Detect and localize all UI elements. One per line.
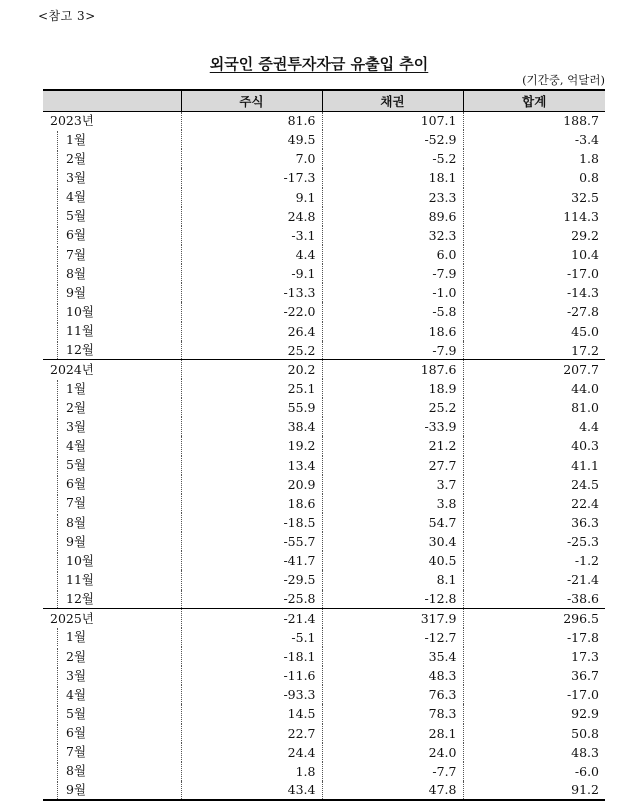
total-cell: 17.2 bbox=[463, 341, 605, 360]
stocks-cell: 19.2 bbox=[181, 436, 322, 455]
month-row bbox=[43, 379, 605, 398]
bonds-cell: 48.3 bbox=[322, 666, 463, 685]
month-label: 9월 bbox=[57, 533, 86, 551]
row-label bbox=[43, 475, 181, 494]
month-label: 11월 bbox=[57, 571, 94, 589]
row-label bbox=[43, 743, 181, 762]
month-row bbox=[43, 436, 605, 455]
month-row bbox=[43, 130, 605, 149]
stocks-cell: 49.5 bbox=[181, 130, 322, 149]
total-cell: -27.8 bbox=[463, 302, 605, 321]
total-cell: -38.6 bbox=[463, 590, 605, 609]
row-label bbox=[43, 188, 181, 207]
total-cell: 45.0 bbox=[463, 322, 605, 341]
row-label bbox=[43, 590, 181, 609]
bonds-cell: 89.6 bbox=[322, 207, 463, 226]
total-cell: -17.0 bbox=[463, 264, 605, 283]
stocks-cell: -55.7 bbox=[181, 532, 322, 551]
bonds-cell: 54.7 bbox=[322, 513, 463, 532]
row-label bbox=[43, 781, 181, 800]
stocks-cell: 38.4 bbox=[181, 417, 322, 436]
month-label: 6월 bbox=[57, 226, 86, 244]
row-label bbox=[43, 570, 181, 589]
page-title-text: 외국인 증권투자자금 유출입 추이 bbox=[209, 55, 429, 73]
row-label bbox=[43, 436, 181, 455]
stocks-cell: 4.4 bbox=[181, 245, 322, 264]
year-row bbox=[43, 111, 605, 130]
year-row bbox=[43, 360, 605, 379]
row-label: 2023년 bbox=[43, 111, 181, 130]
row-label bbox=[43, 226, 181, 245]
bonds-cell: 40.5 bbox=[322, 551, 463, 570]
bonds-cell: 21.2 bbox=[322, 436, 463, 455]
row-label bbox=[43, 628, 181, 647]
stocks-cell: 81.6 bbox=[181, 111, 322, 130]
bonds-cell: 30.4 bbox=[322, 532, 463, 551]
month-row bbox=[43, 302, 605, 321]
header-bonds: 채권 bbox=[322, 90, 463, 111]
row-label: 2025년 bbox=[43, 609, 181, 628]
month-row bbox=[43, 398, 605, 417]
month-row bbox=[43, 628, 605, 647]
total-cell: 36.3 bbox=[463, 513, 605, 532]
month-label: 9월 bbox=[57, 781, 86, 799]
stocks-cell: -9.1 bbox=[181, 264, 322, 283]
bonds-cell: -7.9 bbox=[322, 264, 463, 283]
month-label: 3월 bbox=[57, 667, 86, 685]
page-title bbox=[0, 53, 638, 74]
total-cell: 4.4 bbox=[463, 417, 605, 436]
month-label: 10월 bbox=[57, 303, 94, 321]
month-label: 8월 bbox=[57, 514, 86, 532]
total-cell: 207.7 bbox=[463, 360, 605, 379]
flow-table bbox=[43, 89, 605, 801]
month-row bbox=[43, 264, 605, 283]
unit-note: (기간중, 억달러) bbox=[522, 73, 605, 87]
stocks-cell: -5.1 bbox=[181, 628, 322, 647]
month-label: 1월 bbox=[57, 380, 86, 398]
month-label: 5월 bbox=[57, 456, 86, 474]
row-label bbox=[43, 456, 181, 475]
total-cell: 10.4 bbox=[463, 245, 605, 264]
month-row bbox=[43, 494, 605, 513]
stocks-cell: -17.3 bbox=[181, 168, 322, 187]
bonds-cell: 27.7 bbox=[322, 456, 463, 475]
row-label bbox=[43, 130, 181, 149]
table-header-row bbox=[43, 90, 605, 111]
bonds-cell: 8.1 bbox=[322, 570, 463, 589]
month-row bbox=[43, 456, 605, 475]
bonds-cell: -52.9 bbox=[322, 130, 463, 149]
bonds-cell: 35.4 bbox=[322, 647, 463, 666]
month-row bbox=[43, 685, 605, 704]
month-label: 8월 bbox=[57, 762, 86, 780]
bonds-cell: 18.1 bbox=[322, 168, 463, 187]
stocks-cell: -3.1 bbox=[181, 226, 322, 245]
row-label bbox=[43, 647, 181, 666]
stocks-cell: 14.5 bbox=[181, 704, 322, 723]
month-row bbox=[43, 762, 605, 781]
month-label: 5월 bbox=[57, 705, 86, 723]
bonds-cell: 107.1 bbox=[322, 111, 463, 130]
total-cell: 0.8 bbox=[463, 168, 605, 187]
month-label: 3월 bbox=[57, 418, 86, 436]
total-cell: 1.8 bbox=[463, 149, 605, 168]
total-cell: -25.3 bbox=[463, 532, 605, 551]
total-cell: 48.3 bbox=[463, 743, 605, 762]
total-cell: -14.3 bbox=[463, 283, 605, 302]
month-row bbox=[43, 322, 605, 341]
stocks-cell: 9.1 bbox=[181, 188, 322, 207]
total-cell: 92.9 bbox=[463, 704, 605, 723]
bonds-cell: 25.2 bbox=[322, 398, 463, 417]
total-cell: 296.5 bbox=[463, 609, 605, 628]
total-cell: 36.7 bbox=[463, 666, 605, 685]
stocks-cell: 13.4 bbox=[181, 456, 322, 475]
stocks-cell: -18.1 bbox=[181, 647, 322, 666]
row-label bbox=[43, 494, 181, 513]
total-cell: 29.2 bbox=[463, 226, 605, 245]
month-label: 8월 bbox=[57, 265, 86, 283]
bonds-cell: 3.7 bbox=[322, 475, 463, 494]
month-row bbox=[43, 188, 605, 207]
stocks-cell: 18.6 bbox=[181, 494, 322, 513]
month-row bbox=[43, 475, 605, 494]
table-body bbox=[43, 111, 605, 800]
month-row bbox=[43, 781, 605, 800]
total-cell: -6.0 bbox=[463, 762, 605, 781]
bonds-cell: 76.3 bbox=[322, 685, 463, 704]
stocks-cell: -29.5 bbox=[181, 570, 322, 589]
stocks-cell: -93.3 bbox=[181, 685, 322, 704]
bonds-cell: 187.6 bbox=[322, 360, 463, 379]
month-label: 6월 bbox=[57, 724, 86, 742]
month-row bbox=[43, 551, 605, 570]
row-label bbox=[43, 283, 181, 302]
row-label: 2024년 bbox=[43, 360, 181, 379]
month-row bbox=[43, 532, 605, 551]
row-label bbox=[43, 341, 181, 360]
month-row bbox=[43, 207, 605, 226]
bonds-cell: 18.9 bbox=[322, 379, 463, 398]
header-stocks: 주식 bbox=[181, 90, 322, 111]
month-label: 1월 bbox=[57, 131, 86, 149]
month-row bbox=[43, 590, 605, 609]
row-label bbox=[43, 245, 181, 264]
header-period bbox=[43, 90, 181, 111]
bonds-cell: -5.8 bbox=[322, 302, 463, 321]
stocks-cell: -41.7 bbox=[181, 551, 322, 570]
total-cell: -1.2 bbox=[463, 551, 605, 570]
month-label: 2월 bbox=[57, 150, 86, 168]
stocks-cell: 55.9 bbox=[181, 398, 322, 417]
month-label: 2월 bbox=[57, 648, 86, 666]
total-cell: 41.1 bbox=[463, 456, 605, 475]
bonds-cell: 6.0 bbox=[322, 245, 463, 264]
total-cell: -17.8 bbox=[463, 628, 605, 647]
month-label: 5월 bbox=[57, 207, 86, 225]
row-label bbox=[43, 207, 181, 226]
total-cell: 22.4 bbox=[463, 494, 605, 513]
bonds-cell: 32.3 bbox=[322, 226, 463, 245]
row-label bbox=[43, 379, 181, 398]
total-cell: 188.7 bbox=[463, 111, 605, 130]
bonds-cell: -7.7 bbox=[322, 762, 463, 781]
row-label bbox=[43, 417, 181, 436]
month-row bbox=[43, 168, 605, 187]
month-label: 4월 bbox=[57, 188, 86, 206]
total-cell: -3.4 bbox=[463, 130, 605, 149]
stocks-cell: 24.4 bbox=[181, 743, 322, 762]
total-cell: 81.0 bbox=[463, 398, 605, 417]
row-label bbox=[43, 322, 181, 341]
month-label: 1월 bbox=[57, 628, 86, 646]
row-label bbox=[43, 762, 181, 781]
month-label: 4월 bbox=[57, 437, 86, 455]
stocks-cell: -22.0 bbox=[181, 302, 322, 321]
stocks-cell: 24.8 bbox=[181, 207, 322, 226]
stocks-cell: 25.2 bbox=[181, 341, 322, 360]
row-label bbox=[43, 149, 181, 168]
bonds-cell: 28.1 bbox=[322, 724, 463, 743]
stocks-cell: 7.0 bbox=[181, 149, 322, 168]
bonds-cell: -5.2 bbox=[322, 149, 463, 168]
header-total: 합계 bbox=[463, 90, 605, 111]
total-cell: -17.0 bbox=[463, 685, 605, 704]
stocks-cell: 22.7 bbox=[181, 724, 322, 743]
month-row bbox=[43, 283, 605, 302]
month-label: 10월 bbox=[57, 552, 94, 570]
row-label bbox=[43, 302, 181, 321]
row-label bbox=[43, 666, 181, 685]
month-label: 3월 bbox=[57, 169, 86, 187]
month-label: 11월 bbox=[57, 322, 94, 340]
row-label bbox=[43, 685, 181, 704]
month-row bbox=[43, 417, 605, 436]
bonds-cell: 78.3 bbox=[322, 704, 463, 723]
bonds-cell: 3.8 bbox=[322, 494, 463, 513]
total-cell: 32.5 bbox=[463, 188, 605, 207]
stocks-cell: -21.4 bbox=[181, 609, 322, 628]
year-row bbox=[43, 609, 605, 628]
month-label: 12월 bbox=[57, 341, 94, 359]
stocks-cell: -13.3 bbox=[181, 283, 322, 302]
month-label: 12월 bbox=[57, 590, 94, 608]
month-label: 7월 bbox=[57, 494, 86, 512]
total-cell: 44.0 bbox=[463, 379, 605, 398]
row-label bbox=[43, 704, 181, 723]
stocks-cell: 20.2 bbox=[181, 360, 322, 379]
month-label: 7월 bbox=[57, 246, 86, 264]
total-cell: -21.4 bbox=[463, 570, 605, 589]
month-row bbox=[43, 341, 605, 360]
bonds-cell: -7.9 bbox=[322, 341, 463, 360]
stocks-cell: 43.4 bbox=[181, 781, 322, 800]
bonds-cell: 47.8 bbox=[322, 781, 463, 800]
row-label bbox=[43, 168, 181, 187]
month-label: 6월 bbox=[57, 475, 86, 493]
stocks-cell: 20.9 bbox=[181, 475, 322, 494]
month-label: 4월 bbox=[57, 686, 86, 704]
bonds-cell: -12.8 bbox=[322, 590, 463, 609]
total-cell: 50.8 bbox=[463, 724, 605, 743]
row-label bbox=[43, 264, 181, 283]
stocks-cell: -25.8 bbox=[181, 590, 322, 609]
bonds-cell: 24.0 bbox=[322, 743, 463, 762]
stocks-cell: -18.5 bbox=[181, 513, 322, 532]
total-cell: 40.3 bbox=[463, 436, 605, 455]
total-cell: 24.5 bbox=[463, 475, 605, 494]
month-row bbox=[43, 666, 605, 685]
bonds-cell: -1.0 bbox=[322, 283, 463, 302]
row-label bbox=[43, 532, 181, 551]
bonds-cell: 23.3 bbox=[322, 188, 463, 207]
bonds-cell: -33.9 bbox=[322, 417, 463, 436]
bonds-cell: 18.6 bbox=[322, 322, 463, 341]
month-row bbox=[43, 149, 605, 168]
reference-label: <참고 3> bbox=[38, 9, 96, 23]
row-label bbox=[43, 398, 181, 417]
row-label bbox=[43, 724, 181, 743]
month-row bbox=[43, 724, 605, 743]
month-row bbox=[43, 647, 605, 666]
month-row bbox=[43, 226, 605, 245]
stocks-cell: 26.4 bbox=[181, 322, 322, 341]
month-label: 7월 bbox=[57, 743, 86, 761]
total-cell: 114.3 bbox=[463, 207, 605, 226]
total-cell: 17.3 bbox=[463, 647, 605, 666]
bonds-cell: -12.7 bbox=[322, 628, 463, 647]
stocks-cell: 1.8 bbox=[181, 762, 322, 781]
stocks-cell: -11.6 bbox=[181, 666, 322, 685]
month-row bbox=[43, 513, 605, 532]
stocks-cell: 25.1 bbox=[181, 379, 322, 398]
row-label bbox=[43, 551, 181, 570]
bonds-cell: 317.9 bbox=[322, 609, 463, 628]
month-label: 2월 bbox=[57, 399, 86, 417]
total-cell: 91.2 bbox=[463, 781, 605, 800]
month-row bbox=[43, 743, 605, 762]
row-label bbox=[43, 513, 181, 532]
month-row bbox=[43, 245, 605, 264]
month-row bbox=[43, 704, 605, 723]
month-row bbox=[43, 570, 605, 589]
month-label: 9월 bbox=[57, 284, 86, 302]
